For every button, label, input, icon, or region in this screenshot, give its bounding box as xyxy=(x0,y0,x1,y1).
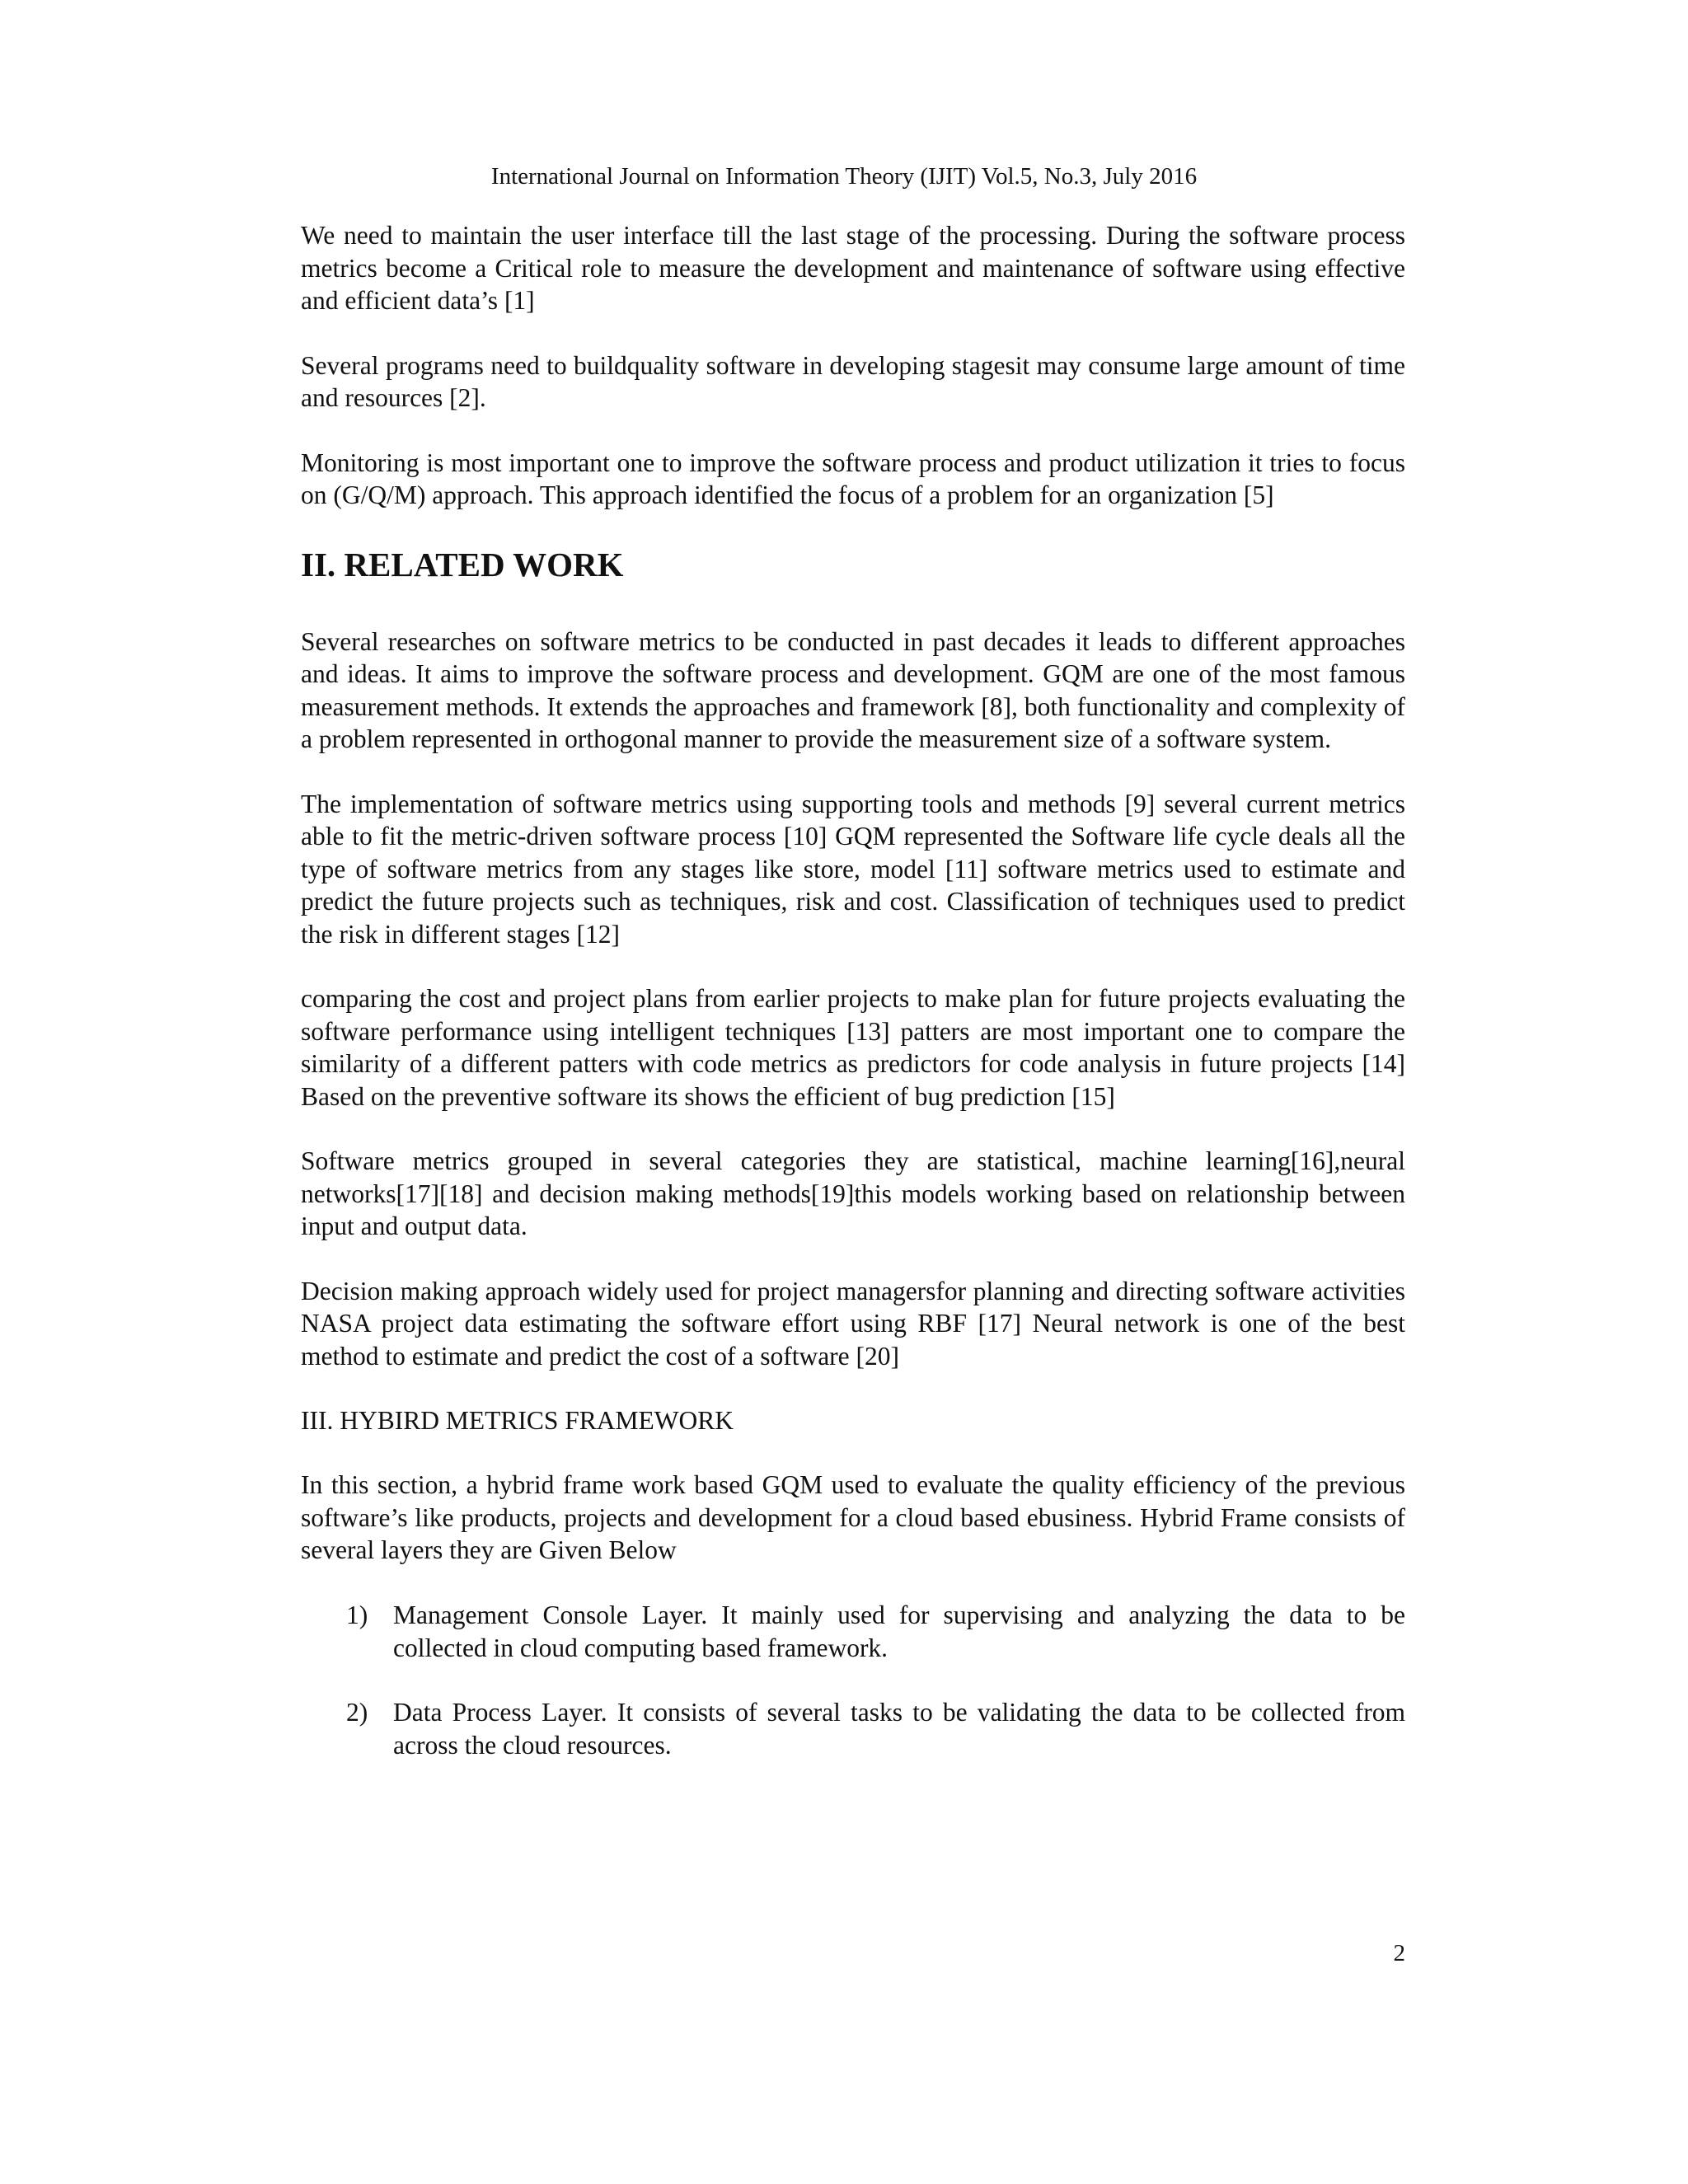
related-work-paragraph-1: Several researches on software metrics to be conducted in past decades it leads to different approaches and ideas. It aims to improve the software process and development. GQM are one of the most famous measurement methods. It extends the approaches and framework [8], both functionality and complexity of a problem represented in orthogonal manner to provide the measurement size of a software system. xyxy=(301,626,1405,753)
list-item-text: Management Console Layer. It mainly used for supervising and analyzing the data to be collected in cloud computing based framework. xyxy=(393,1600,1405,1662)
hybrid-framework-heading: III. HYBIRD METRICS FRAMEWORK xyxy=(301,1406,734,1435)
intro-paragraph-1: We need to maintain the user interface till the last stage of the processing. During the software process metrics become a Critical role to measure the development and maintenance of software using effective and efficient data’s [1] xyxy=(301,221,1405,315)
hybrid-framework-intro: In this section, a hybrid frame work based GQM used to evaluate the quality efficiency of the previous software’s like products, projects and development for a cloud based ebusiness. Hybrid Frame consists of several layers they are Given Below xyxy=(301,1470,1405,1564)
related-work-paragraph-3: comparing the cost and project plans from earlier projects to make plan for future projects evaluating the software performance using intelligent techniques [13] patters are most important one to compare the similarity of a different patters with code metrics as predictors for code analysis in future projects [14] Based on the preventive software its shows the efficient of bug prediction [15] xyxy=(301,984,1405,1111)
related-work-paragraph-5: Decision making approach widely used for project managersfor planning and directing software activities NASA project data estimating the software effort using RBF [17] Neural network is one of the best method to estimate and predict the cost of a software [20] xyxy=(301,1276,1405,1371)
list-item-text: Data Process Layer. It consists of several tasks to be validating the data to be collected from across the cloud resources. xyxy=(393,1697,1405,1760)
page-content xyxy=(301,219,1405,1793)
list-item xyxy=(301,1599,1405,1665)
intro-paragraph-3: Monitoring is most important one to improve the software process and product utilization it tries to focus on (G/Q/M) approach. This approach identified the focus of a problem for an organization [5] xyxy=(301,448,1405,509)
page-number: 2 xyxy=(1393,1940,1405,1966)
list-item-number: 1) xyxy=(346,1600,368,1629)
list-item xyxy=(301,1696,1405,1762)
related-work-paragraph-2: The implementation of software metrics using supporting tools and methods [9] several current metrics able to fit the metric-driven software process [10] GQM represented the Software life cycle deals all the type of software metrics from any stages like store, model [11] software metrics used to estimate and predict the future projects such as techniques, risk and cost. Classification of techniques used to predict the risk in different stages [12] xyxy=(301,789,1405,949)
layer-list xyxy=(301,1599,1405,1762)
intro-paragraph-2: Several programs need to buildquality software in developing stagesit may consume large amount of time and resources [2]. xyxy=(301,350,1405,412)
running-header: International Journal on Information Theory (IJIT) Vol.5, No.3, July 2016 xyxy=(490,163,1198,190)
list-item-number: 2) xyxy=(346,1697,368,1727)
related-work-heading: II. RELATED WORK xyxy=(301,545,624,583)
related-work-paragraph-4: Software metrics grouped in several categories they are statistical, machine learning[16],neural networks[17][18] and decision making methods[19]this models working based on relationship between input and output data. xyxy=(301,1146,1405,1240)
